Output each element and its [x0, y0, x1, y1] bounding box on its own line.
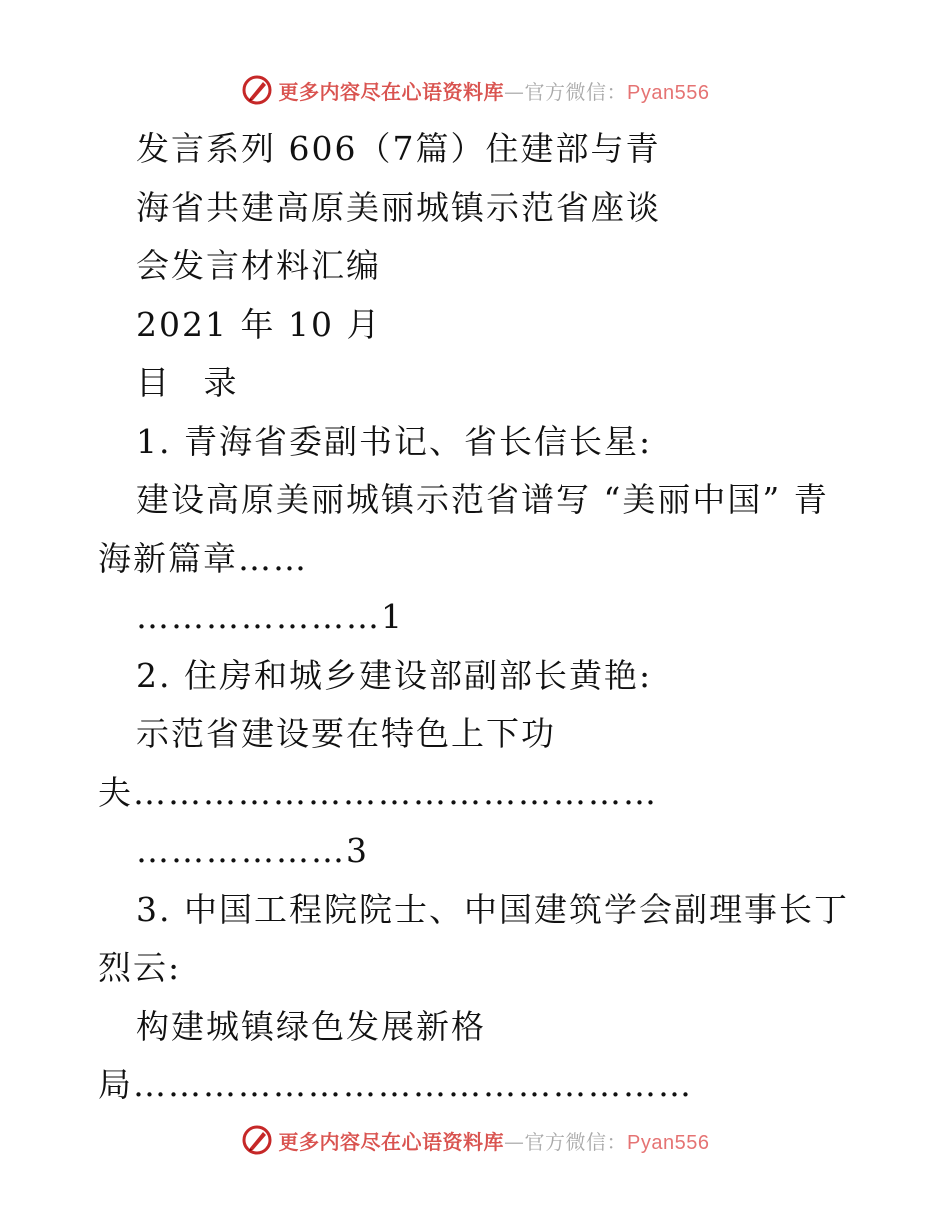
watermark-id: Pyan556: [627, 1131, 710, 1154]
watermark-header: [0, 70, 950, 110]
toc-entry-3-speaker: 3. 中国工程院院士、中国建筑学会副理事长丁烈云:: [98, 889, 849, 987]
title-line-1: 发言系列 606（7篇）住建部与青: [136, 129, 661, 168]
pen-logo-icon: [241, 1124, 273, 1156]
toc-entry-2-topic-line-1: 示范省建设要在特色上下功: [136, 714, 556, 753]
toc-entry-1-page: …………………1: [136, 597, 404, 636]
document-date: 2021 年 10 月: [136, 304, 382, 344]
watermark-main: 更多内容尽在心语资料库: [278, 79, 505, 104]
toc-entry-3-topic-line-1: 构建城镇绿色发展新格: [136, 1006, 486, 1046]
toc-entry-1-speaker: 1. 青海省委副书记、省长信长星:: [136, 421, 653, 461]
title-line-2: 海省共建高原美丽城镇示范省座谈: [136, 187, 661, 227]
toc-entry-2-topic-line-2: 夫………………………………………: [98, 772, 658, 812]
title-line-3: 会发言材料汇编: [136, 246, 381, 285]
toc-heading: 目 录: [136, 363, 249, 402]
watermark-main: 更多内容尽在心语资料库: [278, 1129, 505, 1154]
watermark-dash: —: [504, 79, 525, 104]
toc-entry-2-speaker: 2. 住房和城乡建设部副部长黄艳:: [136, 655, 653, 695]
watermark-footer: [0, 1120, 950, 1160]
watermark-label: 官方微信：: [524, 79, 628, 104]
toc-entry-2-page: ………………3: [136, 831, 369, 870]
document-body: [98, 120, 858, 1115]
watermark-dash: —: [504, 1129, 525, 1154]
toc-entry-1-topic: 建设高原美丽城镇示范省谱写 “美丽中国” 青海新篇章……: [98, 480, 829, 578]
watermark-text: [279, 76, 710, 105]
toc-entry-3-topic-line-2: 局…………………………………………: [98, 1065, 693, 1104]
watermark-id: Pyan556: [627, 81, 710, 104]
watermark-text: [279, 1126, 710, 1155]
pen-logo-icon: [241, 74, 273, 106]
watermark-label: 官方微信：: [524, 1129, 628, 1154]
